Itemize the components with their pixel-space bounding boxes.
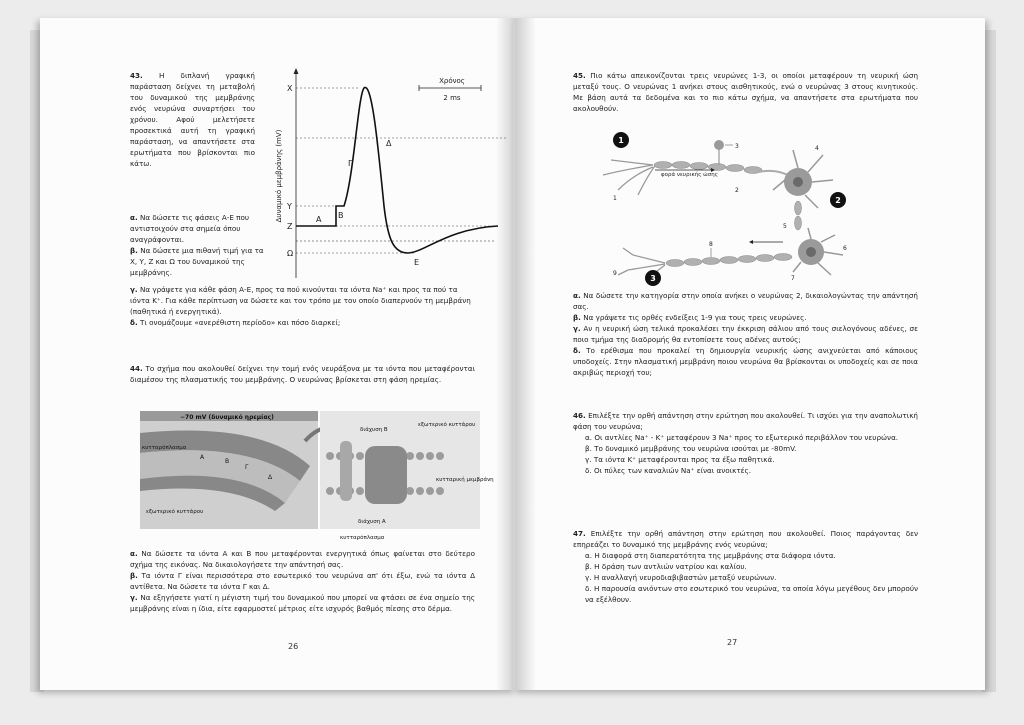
q45-intro-block: [573, 70, 918, 114]
q45-number: 45.: [573, 71, 586, 80]
q43-b-label: β.: [130, 246, 138, 255]
label-7: 7: [791, 275, 795, 282]
q45-d-label: δ.: [573, 346, 581, 355]
graph-time-scale: 2 ms: [443, 94, 461, 102]
action-potential-graph: [266, 66, 511, 284]
left-page: [40, 18, 516, 690]
q46-opt-d-text: Οι πύλες των καναλιών Na⁺ είναι ανοικτές.: [593, 466, 752, 475]
q43-intro: Η διπλανή γραφική παράσταση δείχνει τη μεταβολή του δυναμικού της μεμβράνης ενός νευρώνα συναρτήσει του χρόνου. Αφού μελετήσετε προσεκτικά αυτή τη γραφική παράσταση, να απαντήσετε στα ερωτήματα που βρίσκονται πιο κάτω.: [130, 71, 255, 168]
diffusion-a-label: διάχυση Α: [358, 519, 386, 525]
q46-number: 46.: [573, 411, 586, 420]
outside-label: εξωτερικό κυττάρου: [146, 509, 204, 515]
q44-a-label: α.: [130, 549, 138, 558]
q44-subs: [130, 548, 475, 614]
q47-number: 47.: [573, 529, 586, 538]
q44-number: 44.: [130, 364, 143, 373]
label-6: 6: [843, 245, 847, 252]
cytoplasm-label: κυτταρόπλασμα: [142, 445, 187, 451]
q43-a-label: α.: [130, 213, 138, 222]
q46-opt-c-label: γ.: [585, 455, 592, 464]
graph-point-e: Ε: [414, 258, 420, 267]
q45-intro: Πιο κάτω απεικονίζονται τρεις νευρώνες 1-3, οι οποίοι μεταφέρουν τη νευρική ώση μεταξύ τους. Ο νευρώνας 1 ανήκει στους αισθητικούς, ενώ ο νευρώνας 3 στους κινητικούς. Με βάση αυτά τα δεδομένα και το πιο κάτω σχήμα, να απαντήσετε στα ερωτήματα που ακολουθούν.: [573, 71, 918, 113]
q45-a-text: Να δώσετε την κατηγορία στην οποία ανήκει ο νευρώνας 2, δικαιολογώντας την απάντησή σας.: [573, 291, 918, 311]
q45-d-text: Το ερέθισμα που προκαλεί τη δημιουργία νευρικής ώσης ανιχνεύεται από κάποιους υποδοχείς. Στην πλασματική μεμβράνη ποιου νευρώνα θα βρίσκονται οι υποδοχείς και σε ποια ακριβώς περιοχή του;: [573, 346, 918, 377]
neuron-1-badge: 1: [618, 136, 624, 145]
graph-tick-y: Υ: [287, 202, 292, 211]
q44-c-label: γ.: [130, 593, 138, 602]
label-5: 5: [783, 223, 787, 230]
q43-a-text: Να δώσετε τις φάσεις Α-Ε που αντιστοιχούν στα σημεία όπου αναγράφονται.: [130, 213, 250, 244]
q43-b-text: Να δώσετε μια πιθανή τιμή για τα Χ, Υ, Ζ και Ω του δυναμικού της μεμβράνης.: [130, 246, 264, 277]
graph-ylabel: Δυναμικό μεμβράνης (mV): [275, 129, 283, 223]
q47-opt-c-text: Η αναλλαγή νευροδιαβιβαστών μεταξύ νευρώνων.: [593, 573, 777, 582]
q47-opt-c-label: γ.: [585, 573, 592, 582]
q47-opt-b-label: β.: [585, 562, 592, 571]
q45-c-text: Αν η νευρική ώση τελικά προκαλέσει την έκκριση σάλιου από τους σιελογόνους αδένες, σε ποιο τμήμα της διαδρομής θα εντοπίσετε τους αδένες αυτούς;: [573, 324, 918, 344]
q46-opt-c-text: Τα ιόντα Κ⁺ μεταφέρονται προς τα έξω παθητικά.: [593, 455, 775, 464]
q44-a-text: Να δώσετε τα ιόντα Α και Β που μεταφέρονται ενεργητικά όπως φαίνεται στο δεύτερο σχήμα της εικόνας. Να δικαιολογήσετε την απάντησή σας.: [130, 549, 475, 569]
neuron-3-badge: 3: [650, 274, 656, 283]
ion-label-a: Α: [200, 454, 205, 461]
q43-sub-cd: [130, 284, 475, 328]
diffusion-b-label: διάχυση Β: [360, 427, 388, 433]
graph-point-d: Δ: [386, 139, 392, 148]
graph-time-label: Χρόνος: [439, 77, 465, 85]
q46-opt-b-text: Το δυναμικό μεμβράνης του νευρώνα ισούται με -80mV.: [594, 444, 797, 453]
q43-c-label: γ.: [130, 285, 138, 294]
q43-d-label: δ.: [130, 318, 138, 327]
q46-opt-b-label: β.: [585, 444, 592, 453]
graph-point-a: Α: [316, 215, 322, 224]
right-page: [513, 18, 985, 690]
q45-b-label: β.: [573, 313, 581, 322]
q45-subs: [573, 290, 918, 378]
q46-opt-a-text: Οι αντλίες Na⁺ - Κ⁺ μεταφέρουν 3 Na⁺ προς το εξωτερικό περιβάλλον του νευρώνα.: [594, 433, 899, 442]
q45-a-label: α.: [573, 291, 581, 300]
graph-tick-x: Χ: [287, 84, 293, 93]
q46-intro: Επιλέξτε την ορθή απάντηση στην ερώτηση που ακολουθεί. Τι ισχύει για την αναπολωτική φάση του νευρώνα;: [573, 411, 918, 431]
ion-label-c: Γ: [245, 464, 249, 471]
q44-intro: Το σχήμα που ακολουθεί δείχνει την τομή ενός νευράξονα με τα ιόντα που μεταφέρονται διαμέσου της πλασματικής του μεμβράνης. Ο νευρώνας βρίσκεται στη φάση ηρεμίας.: [130, 364, 475, 384]
q46-block: [573, 410, 918, 476]
cytoplasm2-label: κυτταρόπλασμα: [340, 535, 385, 541]
q44-b-label: β.: [130, 571, 138, 580]
q47-opt-a-label: α.: [585, 551, 593, 560]
label-2: 2: [735, 187, 739, 194]
membrane-label: κυτταρική μεμβράνη: [436, 477, 494, 483]
graph-point-c: Γ: [348, 159, 353, 168]
q43-intro-block: [130, 70, 255, 169]
open-book: [30, 18, 996, 693]
q46-opt-a-label: α.: [585, 433, 593, 442]
q44-intro-block: [130, 363, 475, 385]
label-8: 8: [709, 241, 713, 248]
q43-sub-ab: [130, 212, 265, 278]
q44-c-text: Να εξηγήσετε γιατί η μέγιστη τιμή του δυναμικού που μπορεί να φτάσει σε ένα σημείο της μεμβράνης είναι η ίδια, είτε εφαρμοστεί μέτριος είτε ισχυρός βαθμός πίεσης στο δέρμα.: [130, 593, 475, 613]
q47-opt-b-text: Η δράση των αντλιών νατρίου και καλίου.: [594, 562, 747, 571]
q45-c-label: γ.: [573, 324, 581, 333]
q47-block: [573, 528, 918, 605]
q45-b-text: Να γράψετε τις ορθές ενδείξεις 1-9 για τους τρεις νευρώνες.: [583, 313, 807, 322]
label-9: 9: [613, 270, 617, 277]
q47-intro: Επιλέξτε την ορθή απάντηση στην ερώτηση που ακολουθεί. Ποιος παράγοντας δεν επηρεάζει το δυναμικό της μεμβράνης ενός νευρώνα;: [573, 529, 918, 549]
q43-c-text: Να γράψετε για κάθε φάση Α-Ε, προς τα πού κινούνται τα ιόντα Na⁺ και προς τα πού τα ιόντα Κ⁺. Για κάθε περίπτωση να δώσετε και τον τρόπο με τον οποίο διαπερνούν τη μεμβράνη (παθητικά ή ενεργητικά).: [130, 285, 471, 316]
outside2-label: εξωτερικό κυττάρου: [418, 422, 476, 428]
label-1: 1: [613, 195, 617, 202]
q44-b-text: Τα ιόντα Γ είναι περισσότερα στο εσωτερικό του νευρώνα απ' ότι έξω, ενώ τα ιόντα Δ αντίθετα. Να δώσετε τα ιόντα Γ και Δ.: [130, 571, 475, 591]
label-3: 3: [735, 143, 739, 150]
q47-opt-d-text: Η παρουσία ανιόντων στο εσωτερικό του νευρώνα, τα οποία λόγω μεγέθους δεν μπορούν να εξέλθουν.: [585, 584, 918, 604]
q46-opt-d-label: δ.: [585, 466, 592, 475]
graph-point-b: Β: [338, 211, 344, 220]
graph-tick-z: Ζ: [287, 222, 293, 231]
graph-tick-omega: Ω: [287, 249, 294, 258]
q47-opt-a-text: Η διαφορά στη διαπερατότητα της μεμβράνης στα διάφορα ιόντα.: [594, 551, 836, 560]
q47-opt-d-label: δ.: [585, 584, 592, 593]
left-page-number: 26: [288, 642, 299, 651]
q43-number: 43.: [130, 71, 143, 80]
right-page-number: 27: [727, 638, 738, 647]
label-4: 4: [815, 145, 819, 152]
rest-potential-label: −70 mV (δυναμικό ηρεμίας): [180, 414, 274, 421]
ion-label-b: Β: [225, 458, 230, 465]
neuron-2-badge: 2: [835, 196, 841, 205]
flow-label: φορά νευρικής ώσης: [661, 172, 718, 178]
axon-membrane-figure: [140, 411, 494, 541]
q43-d-text: Τι ονομάζουμε «ανερέθιστη περίοδο» και πόσο διαρκεί;: [139, 318, 341, 327]
ion-label-d: Δ: [268, 474, 273, 481]
neurons-figure: [593, 120, 883, 282]
